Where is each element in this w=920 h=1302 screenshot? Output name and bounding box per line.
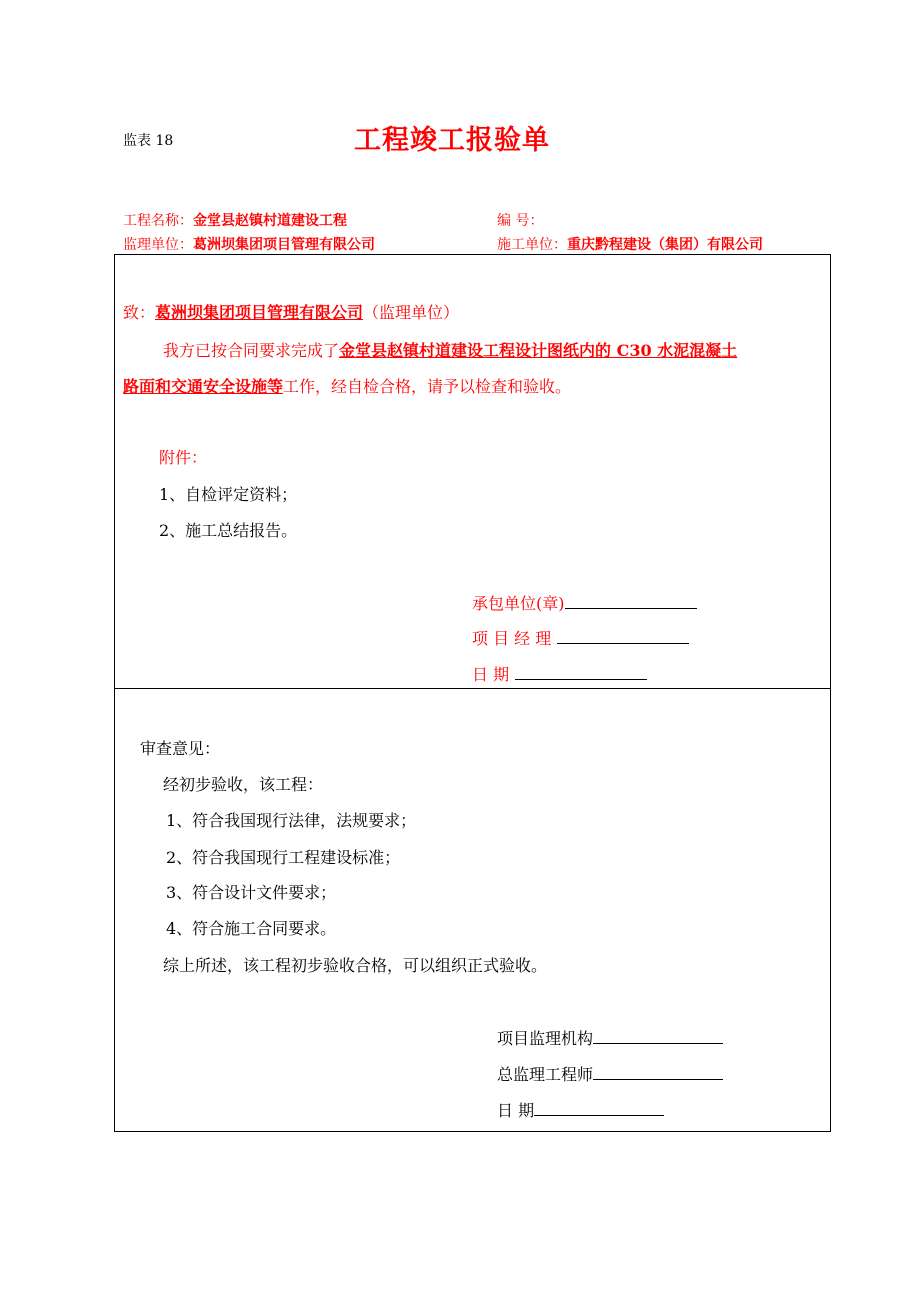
report-work-description-2: 路面和交通安全设施等 xyxy=(123,377,284,396)
attachments-label: 附件： xyxy=(159,448,208,467)
report-work-description-1: 金堂县赵镇村道建设工程设计图纸内的 C30 水泥混凝土 xyxy=(339,341,738,360)
contractor-label: 施工单位： xyxy=(497,237,567,253)
attachment-item-2: 2、施工总结报告。 xyxy=(159,521,298,540)
addressee-prefix: 致： xyxy=(123,303,156,322)
project-manager-label: 项 目 经 理 xyxy=(472,629,552,648)
addressee-suffix: （监理单位） xyxy=(363,303,460,322)
supervisor-value: 葛洲坝集团项目管理有限公司 xyxy=(193,237,375,253)
report-body-prefix: 我方已按合同要求完成了 xyxy=(163,341,340,360)
page-title: 工程竣工报验单 xyxy=(354,125,550,156)
report-date-label: 日 期 xyxy=(472,665,510,684)
report-date-row xyxy=(472,662,647,685)
review-date-line[interactable] xyxy=(534,1101,664,1116)
review-item-1: 1、符合我国现行法律，法规要求； xyxy=(166,811,417,830)
section-divider xyxy=(114,688,831,689)
review-label: 审查意见： xyxy=(140,739,221,758)
project-name-value: 金堂县赵镇村道建设工程 xyxy=(193,213,347,229)
contractor-value: 重庆黔程建设（集团）有限公司 xyxy=(567,237,763,253)
review-intro: 经初步验收，该工程： xyxy=(163,775,324,794)
supervisor-label: 监理单位： xyxy=(123,237,193,253)
review-item-4: 4、符合施工合同要求。 xyxy=(166,919,337,938)
chief-engineer-line[interactable] xyxy=(593,1065,723,1080)
review-conclusion: 综上所述，该工程初步验收合格，可以组织正式验收。 xyxy=(163,956,548,975)
report-body-line-1 xyxy=(163,338,737,361)
report-body-line-2 xyxy=(123,374,571,397)
review-date-row xyxy=(497,1098,664,1121)
form-code: 监表 18 xyxy=(123,133,174,149)
contractor-row xyxy=(497,234,763,254)
supervision-org-row xyxy=(497,1026,723,1049)
review-date-label: 日 期 xyxy=(497,1101,535,1120)
contractor-seal-line[interactable] xyxy=(565,594,697,609)
report-body-suffix: 工作，经自检合格，请予以检查和验收。 xyxy=(283,377,572,396)
chief-engineer-label: 总监理工程师 xyxy=(497,1065,594,1084)
review-item-3: 3、符合设计文件要求； xyxy=(166,883,337,902)
report-date-line[interactable] xyxy=(515,665,647,680)
addressee-company: 葛洲坝集团项目管理有限公司 xyxy=(155,303,364,322)
review-item-2: 2、符合我国现行工程建设标准； xyxy=(166,848,401,867)
addressee-line xyxy=(123,300,459,323)
chief-engineer-row xyxy=(497,1062,723,1085)
supervision-org-label: 项目监理机构 xyxy=(497,1029,594,1048)
project-manager-row xyxy=(472,626,689,649)
contractor-seal-row xyxy=(472,591,697,614)
project-manager-line[interactable] xyxy=(557,629,689,644)
project-name-row xyxy=(123,210,347,230)
serial-number-label: 编 号： xyxy=(497,213,544,229)
project-name-label: 工程名称： xyxy=(123,213,193,229)
contractor-seal-label: 承包单位(章) xyxy=(472,594,565,613)
supervisor-row xyxy=(123,234,375,254)
supervision-org-line[interactable] xyxy=(593,1029,723,1044)
attachment-item-1: 1、自检评定资料； xyxy=(159,485,298,504)
